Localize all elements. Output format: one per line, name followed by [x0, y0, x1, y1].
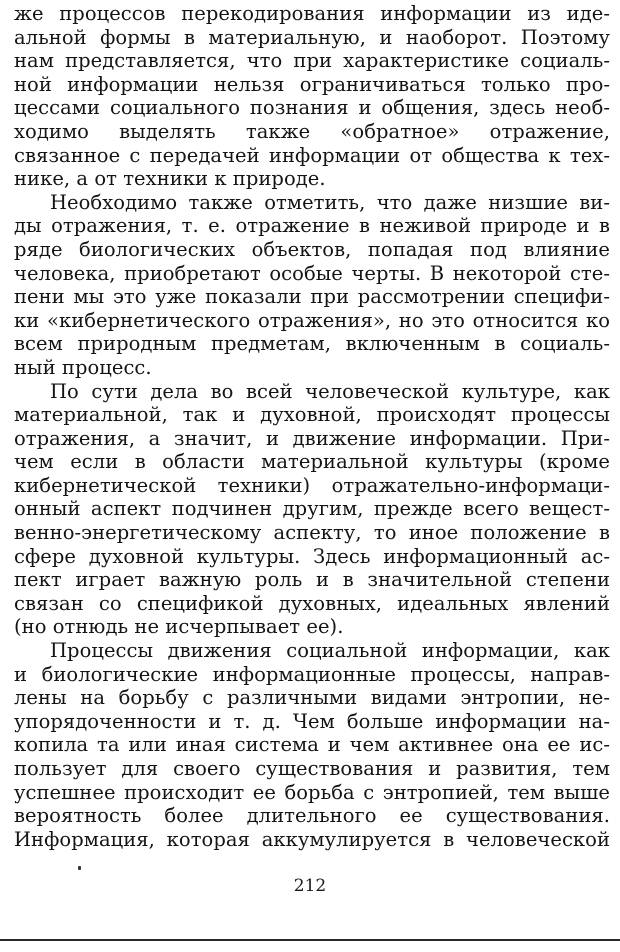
body-text: [14, 2, 610, 851]
text-line: пект играет важную роль и в значительной степени: [14, 568, 610, 592]
text-line: цессами социального познания и общения, здесь необ-: [14, 96, 610, 120]
text-line: Процессы движения социальной информации, как: [50, 639, 610, 663]
text-line: Информация, которая аккумулируется в человеческой: [14, 827, 610, 851]
text-line: сфере духовной культуры. Здесь информационный ас-: [14, 544, 610, 568]
text-line: связан со спецификой духовных, идеальных явлений: [14, 591, 610, 615]
text-line: вероятность более длительного ее существования.: [14, 804, 610, 828]
text-line: всем природным предметам, включенным в социаль-: [14, 332, 610, 356]
text-line: упорядоченности и т. д. Чем больше информации на-: [14, 709, 610, 733]
text-line: нике, а от техники к природе.: [14, 167, 326, 191]
text-line: и биологические информационные процессы, направ-: [14, 662, 610, 686]
text-line: Необходимо также отметить, что даже низшие ви-: [50, 190, 610, 214]
ink-speck: [78, 866, 81, 870]
text-line: альной формы в материальную, и наоборот. Поэтому: [14, 25, 610, 49]
bottom-divider: [0, 939, 620, 941]
text-line: лены на борьбу с различными видами энтропии, не-: [14, 686, 610, 710]
text-line: материальной, так и духовной, происходят процессы: [14, 403, 610, 427]
text-line: же процессов перекодирования информации из иде-: [14, 2, 610, 25]
text-line: успешнее происходит ее борьба с энтропией, тем выше: [14, 780, 610, 804]
text-line: связанное с передачей информации от общества к тех-: [14, 143, 610, 167]
text-line: По сути дела во всей человеческой культуре, как: [50, 379, 610, 403]
text-line: ды отражения, т. е. отражение в неживой природе и в: [14, 214, 610, 238]
text-line: ной информации нельзя ограничиваться только про-: [14, 72, 610, 96]
text-line: человека, приобретают особые черты. В некоторой сте-: [14, 261, 610, 285]
text-line: чем если в области материальной культуры (кроме: [14, 450, 610, 474]
text-line: копила та или иная система и чем активнее она ее ис-: [14, 733, 610, 757]
text-line: ный процесс.: [14, 355, 152, 379]
text-line: (но отнюдь не исчерпывает ее).: [14, 615, 344, 639]
text-line: отражения, а значит, и движение информации. При-: [14, 426, 610, 450]
text-line: ходимо выделять также «обратное» отражение,: [14, 119, 610, 143]
text-line: онный аспект подчинен другим, прежде всего вещест-: [14, 497, 610, 521]
page-number: 212: [293, 876, 327, 896]
text-line: кибернетической техники) отражательно-информаци-: [14, 473, 610, 497]
text-line: пени мы это уже показали при рассмотрении специфи-: [14, 285, 610, 309]
text-line: венно-энергетическому аспекту, то иное положение в: [14, 521, 610, 545]
text-line: пользует для своего существования и развития, тем: [14, 757, 610, 780]
text-line: ряде биологических объектов, попадая под влияние: [14, 237, 610, 261]
text-line: нам представляется, что при характеристике социаль-: [14, 49, 610, 73]
text-line: ки «кибернетического отражения», но это относится ко: [14, 308, 610, 332]
